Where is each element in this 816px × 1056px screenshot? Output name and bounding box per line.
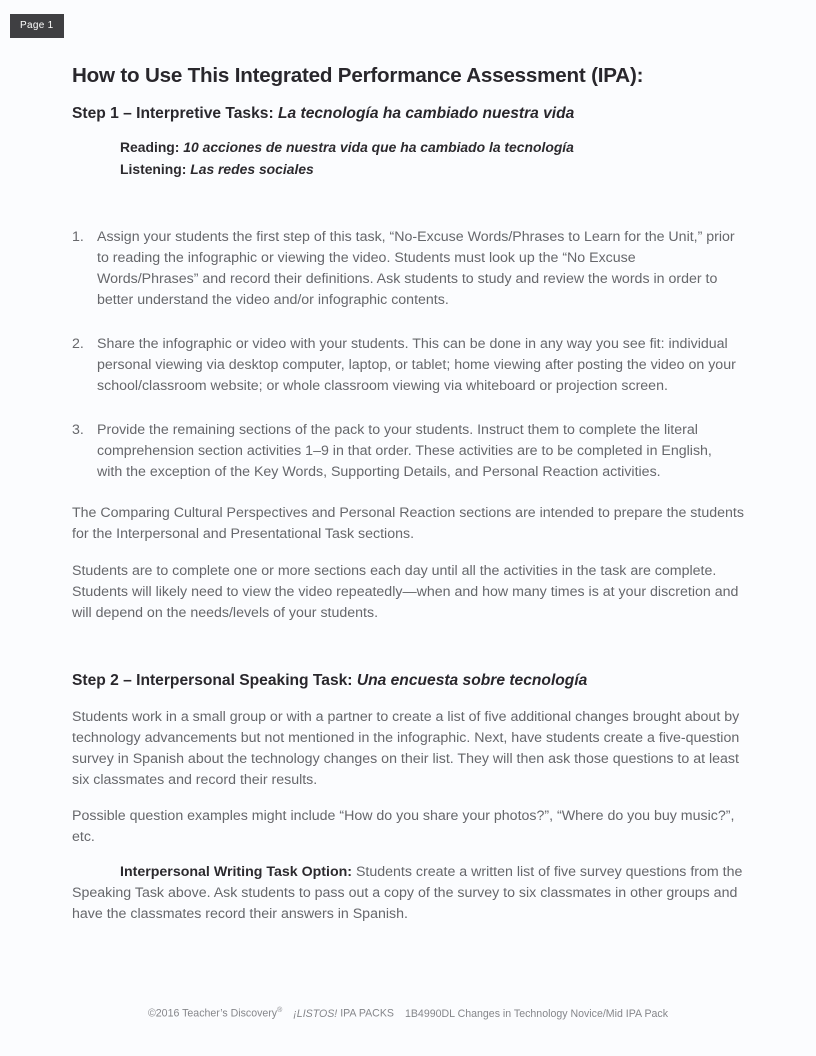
paragraph-completion-pacing: Students are to complete one or more sections each day until all the activities in the task are complete. Students will likely need to view the video repeatedly—when and how many times is at your discretion and will depend on the needs/levels of your students. — [72, 563, 739, 621]
list-item-text: Provide the remaining sections of the pack to your students. Instruct them to complete the literal comprehension section activities 1–9 in that order. These activities are to be completed in English, with the exception of the Key Words, Supporting Details, and Personal Reaction activities. — [97, 422, 712, 480]
footer-copyright: ©2016 Teacher’s Discovery — [147, 1007, 278, 1020]
paragraph-students-work: Students work in a small group or with a partner to create a list of five additional changes brought about by technology advancements but not mentioned in the infographic. Next, have students create a five-question survey in Spanish about the technology changes on their list. They will then ask those questions to at least six classmates and record their results. — [72, 709, 740, 789]
step1-heading-label: Step 1 – Interpretive Tasks: — [72, 104, 278, 122]
footer-brand-suffix: IPA PACKS — [337, 1007, 394, 1020]
paragraph-cultural-perspectives: The Comparing Cultural Perspectives and Personal Reaction sections are intended to prepare the students for the Interpersonal and Presentational Task sections. — [72, 505, 744, 542]
document-content — [72, 0, 748, 925]
paragraph-writing-option — [72, 862, 748, 925]
step2-heading — [72, 671, 748, 691]
reading-label: Reading: — [120, 139, 184, 155]
listening-label: Listening: — [120, 160, 191, 177]
reading-title: 10 acciones de nuestra vida que ha cambiado la tecnología — [183, 139, 574, 155]
footer-credit-line — [0, 1006, 816, 1021]
listening-line — [120, 159, 748, 181]
list-item — [72, 227, 748, 311]
list-item-number: 3. — [72, 422, 84, 438]
writing-option-label: Interpersonal Writing Task Option: — [120, 864, 353, 881]
list-item-text: Assign your students the first step of this task, “No-Excuse Words/Phrases to Learn for the Unit,” prior to reading the infographic or viewing the video. Students must look up the “No Excuse Words/Phrases” and record their definitions. Ask students to study and review the words in order to better understand the video and/or infographic contents. — [97, 229, 735, 308]
step1-heading — [72, 104, 748, 124]
listening-title: Las redes sociales — [190, 160, 314, 177]
step1-sources — [120, 137, 748, 180]
writing-option-text: Students create a written list of five survey questions from the Speaking Task above. Ask students to pass out a copy of the survey to six classmates in other groups and have the classmates record their answers in Spanish. — [72, 864, 743, 923]
list-item — [72, 334, 748, 397]
footer-registered-mark: ® — [277, 1007, 283, 1014]
step1-heading-spanish-title: La tecnología ha cambiado nuestra vida — [277, 104, 575, 122]
reading-line — [120, 137, 748, 159]
list-item — [72, 420, 748, 483]
paragraph-possible-questions: Possible question examples might include “How do you share your photos?”, “Where do you buy music?”, etc. — [72, 808, 735, 846]
step2-heading-spanish-title: Una encuesta sobre tecnología — [356, 672, 588, 689]
step2-heading-label: Step 2 – Interpersonal Speaking Task: — [72, 672, 357, 689]
document-title: How to Use This Integrated Performance Assessment (IPA): — [72, 64, 644, 87]
list-item-text: Share the infographic or video with your students. This can be done in any way you see fit: individual personal viewing via desktop computer, laptop, or tablet; home viewing after posting the video on your school/classroom website; or whole classroom viewing via whiteboard or projection screen. — [97, 336, 736, 394]
footer-product-code: 1B4990DL Changes in Technology Novice/Mid IPA Pack — [404, 1007, 669, 1020]
list-item-number: 1. — [72, 229, 84, 245]
instruction-list — [72, 227, 748, 483]
page-number-label: Page 1 — [10, 14, 64, 38]
list-item-number: 2. — [72, 336, 84, 352]
footer-brand-name: ¡LISTOS! — [293, 1007, 338, 1020]
